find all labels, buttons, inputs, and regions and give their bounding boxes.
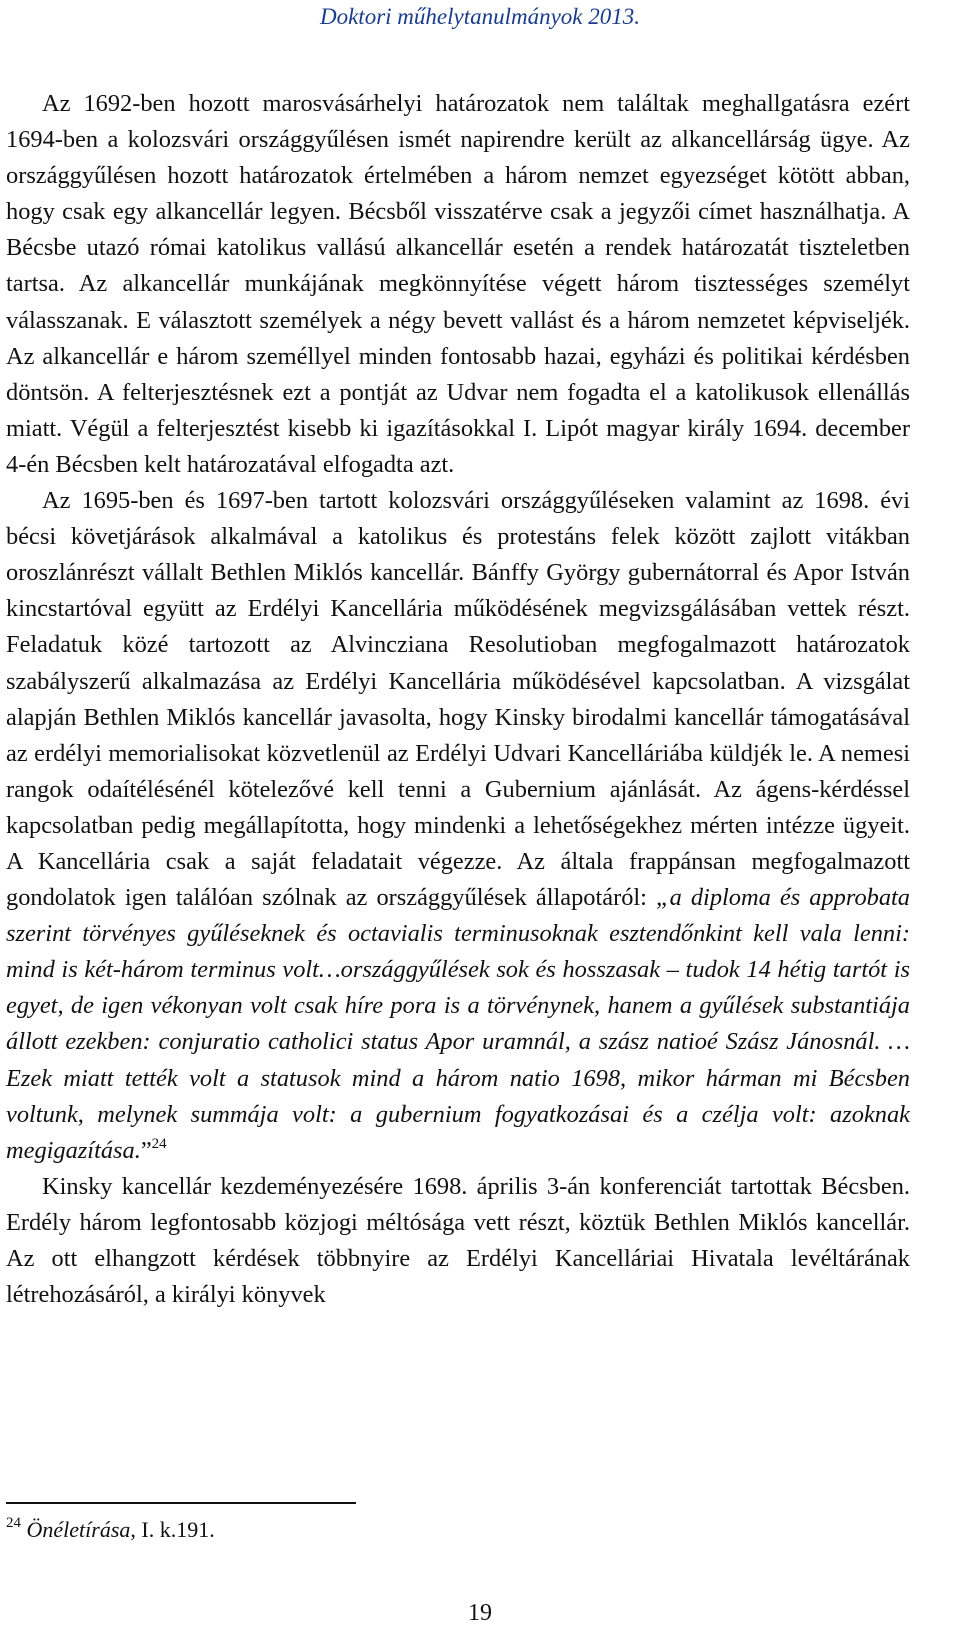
footnote-rest: , I. k.191. [130,1517,215,1542]
footnote-divider [6,1502,356,1504]
paragraph-2-text: Az 1695-ben és 1697-ben tartott kolozsvári országgyűléseken valamint az 1698. évi bécsi követjárások alkalmával a katolikus és protestáns felek között zajlott vitákban oroszlánrészt vállalt Bethlen Miklós kancellár. Bánffy György gubernátorral és Apor István kincstartóval együtt az Erdélyi Kancellária működésének megvizsgálásában vettek részt. Feladatuk közé tartozott az Alvincziana Resolutioban megfogalmazott határozatok szabályszerű alkalmazása az Erdélyi Kancellária működésével kapcsolatban. A vizsgálat alapján Bethlen Miklós kancellár javasolta, hogy Kinsky birodalmi kancellár támogatásával az erdélyi memorialisokat közvetlenül az Erdélyi Udvari Kancelláriába küldjék le. A nemesi rangok odaítélésénél kötelezővé kell tenni a Gubernium ajánlását. Az ágens-kérdéssel kapcsolatban pedig megállapította, hogy mindenki a lehetőségekhez mérten intézze ügyeit. A Kancellária csak a saját feladatait végezze. Az általa frappánsan megfogalmazott gondolatok igen találóan szólnak az országgyűlések állapotáról: [6,487,910,912]
paragraph-2 [6,483,910,1169]
footnote-reference[interactable]: 24 [151,1135,167,1152]
main-text [6,86,910,1313]
running-header: Doktori műhelytanulmányok 2013. [319,4,641,29]
footnote-number: 24 [6,1515,21,1531]
paragraph-3: Kinsky kancellár kezdeményezésére 1698. április 3-án konferenciát tartottak Bécsben. Erdély három legfontosabb közjogi méltósága vett részt, köztük Bethlen Miklós kancellár. Az ott elhangzott kérdések többnyire az Erdélyi Kancelláriai Hivatala levéltárának létrehozásáról, a királyi könyvek [6,1172,910,1309]
memoir-quotation: „a diploma és approbata szerint törvényes gyűléseknek és octavialis terminusoknak esztendőnkint kell vala lenni: mind is két-három terminus volt…országgyűlések sok és hosszasak – tudok 14 hétig tartót is egyet, de igen vékonyan volt csak híre pora is a törvénynek, hanem a gyűlések substantiája állott ezekben: conjuratio catholici status Apor uramnál, a szász natioé Szász Jánosnál. …Ezek miatt tették volt a statusok mind a három natio 1698, mikor hárman mi Bécsben voltunk, melynek summája volt: a gubernium fogyatkozásai és a czélja volt: azoknak megigazítása. [6,884,911,1164]
footnote-title: Önéletírása [26,1517,131,1542]
closing-quote-mark: ” [140,1136,152,1164]
footnote [6,1516,910,1544]
header-divider [6,38,910,39]
page-number: 19 [468,1600,492,1626]
paragraph-1: Az 1692-ben hozott marosvásárhelyi határozatok nem találtak meghallgatásra ezért 1694-ben a kolozsvári országgyűlésen ismét napirendre került az alkancellárság ügye. Az országgyűlésen hozott határozatok értelmében a három nemzet egyezséget kötött abban, hogy csak egy alkancellár legyen. Bécsből visszatérve csak a jegyzői címet használhatja. A Bécsbe utazó római katolikus vallású alkancellár esetén a rendek határozatát tiszteletben tartsa. Az alkancellár munkájának megkönnyítése végett három tisztességes személyt válasszanak. E választott személyek a négy bevett vallást és a három nemzetet képviseljék. Az alkancellár e három személlyel minden fontosabb hazai, egyházi és politikai kérdésben döntsön. A felterjesztésnek ezt a pontját az Udvar nem fogadta el a katolikusok ellenállás miatt. Végül a felterjesztést kisebb ki igazításokkal I. Lipót magyar király 1694. december 4-én Bécsben kelt határozatával elfogadta azt. [6,90,910,478]
